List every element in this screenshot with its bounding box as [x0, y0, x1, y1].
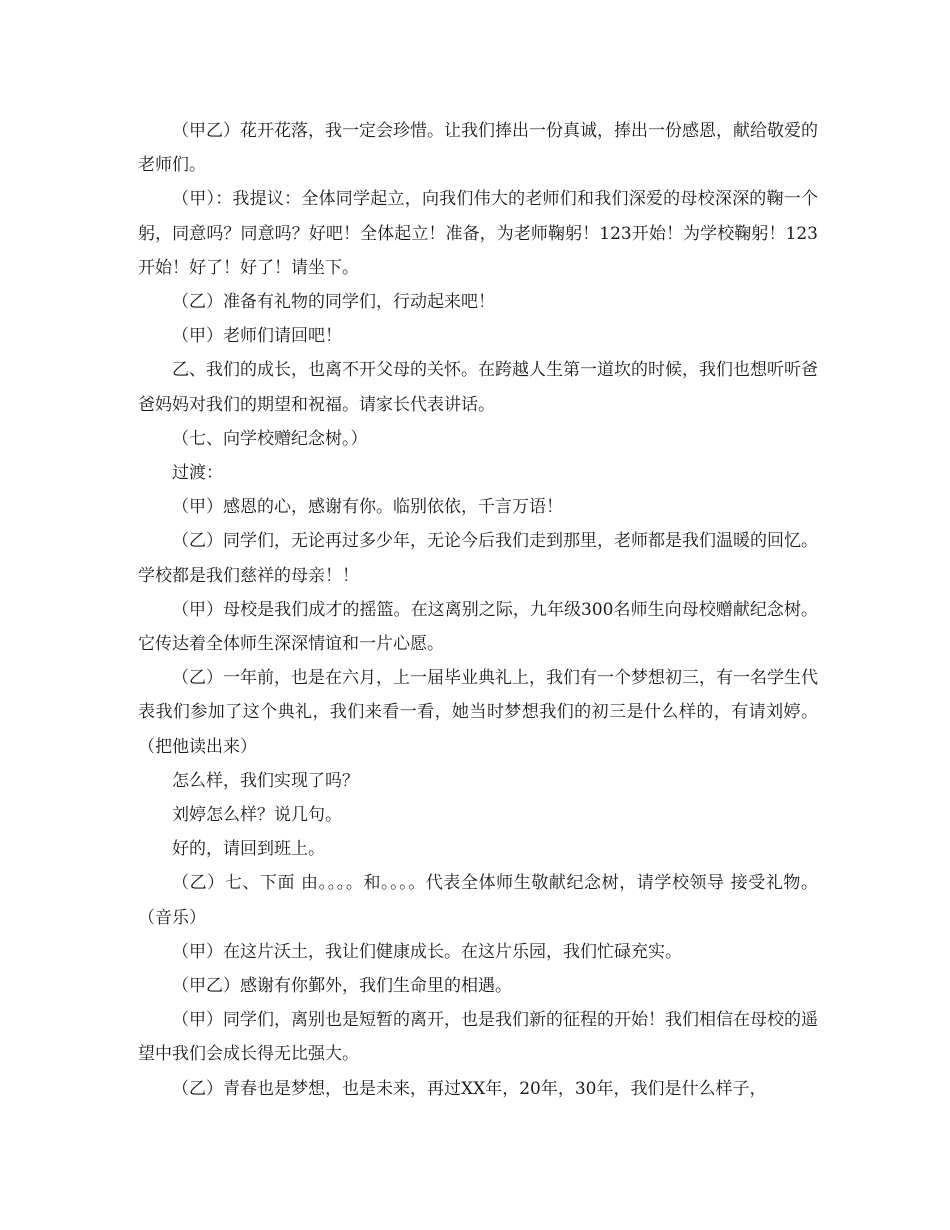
paragraph-5: 乙、我们的成长，也离不开父母的关怀。在跨越人生第一道坎的时候，我们也想听听爸爸妈妈对我们的期望和祝福。请家长代表讲话。: [138, 360, 818, 415]
paragraph-10: （甲）母校是我们成才的摇篮。在这离别之际，九年级300名师生向母校赠献纪念树。它传达着全体师生深深情谊和一片心愿。: [138, 599, 818, 655]
paragraph-14: 好的，请回到班上。: [172, 839, 325, 860]
paragraph-12: 怎么样，我们实现了吗？: [172, 770, 359, 791]
paragraph-1: （甲乙）花开花落，我一定会珍惜。让我们捧出一份真诚，捧出一份感恩，献给敬爱的老师们。: [138, 121, 818, 176]
paragraph-16: （甲）在这片沃土，我让们健康成长。在这片乐园，我们忙碌充实。: [172, 941, 682, 962]
paragraph-13: 刘婷怎么样？说几句。: [172, 805, 342, 826]
paragraph-7: 过渡：: [172, 463, 223, 484]
paragraph-11: （乙）一年前，也是在六月，上一届毕业典礼上，我们有一个梦想初三，有一名学生代表我们参加了这个典礼，我们来看一看，她当时梦想我们的初三是什么样的，有请刘婷。（把他读出来）: [138, 668, 818, 757]
paragraph-6: （七、向学校赠纪念树。）: [172, 428, 368, 449]
paragraph-19: （乙）青春也是梦想，也是未来，再过XX年，20年，30年，我们是什么样子，: [172, 1078, 767, 1099]
paragraph-18: （甲）同学们，离别也是短暂的离开，也是我们新的征程的开始！我们相信在母校的遥望中我们会成长得无比强大。: [138, 1010, 818, 1065]
paragraph-9: （乙）同学们，无论再过多少年，无论今后我们走到那里，老师都是我们温暖的回忆。学校都是我们慈祥的母亲！！: [138, 531, 818, 586]
paragraph-8: （甲）感恩的心，感谢有你。临别依依，千言万语！: [172, 497, 563, 518]
paragraph-17: （甲乙）感谢有你鄞外，我们生命里的相遇。: [172, 976, 512, 997]
paragraph-4: （甲）老师们请回吧！: [172, 326, 342, 347]
paragraph-15: （乙）七、下面 由。。。。和。。。。代表全体师生敬献纪念树，请学校领导 接受礼物。（音乐）: [138, 873, 818, 928]
document-body: [138, 114, 818, 1106]
paragraph-2: （甲）：我提议：全体同学起立，向我们伟大的老师们和我们深爱的母校深深的鞠一个躬，同意吗？同意吗？好吧！全体起立！准备，为老师鞠躬！123开始！为学校鞠躬！123开始！好了！好了！请坐下。: [138, 189, 818, 278]
paragraph-3: （乙）准备有礼物的同学们，行动起来吧！: [172, 292, 495, 313]
